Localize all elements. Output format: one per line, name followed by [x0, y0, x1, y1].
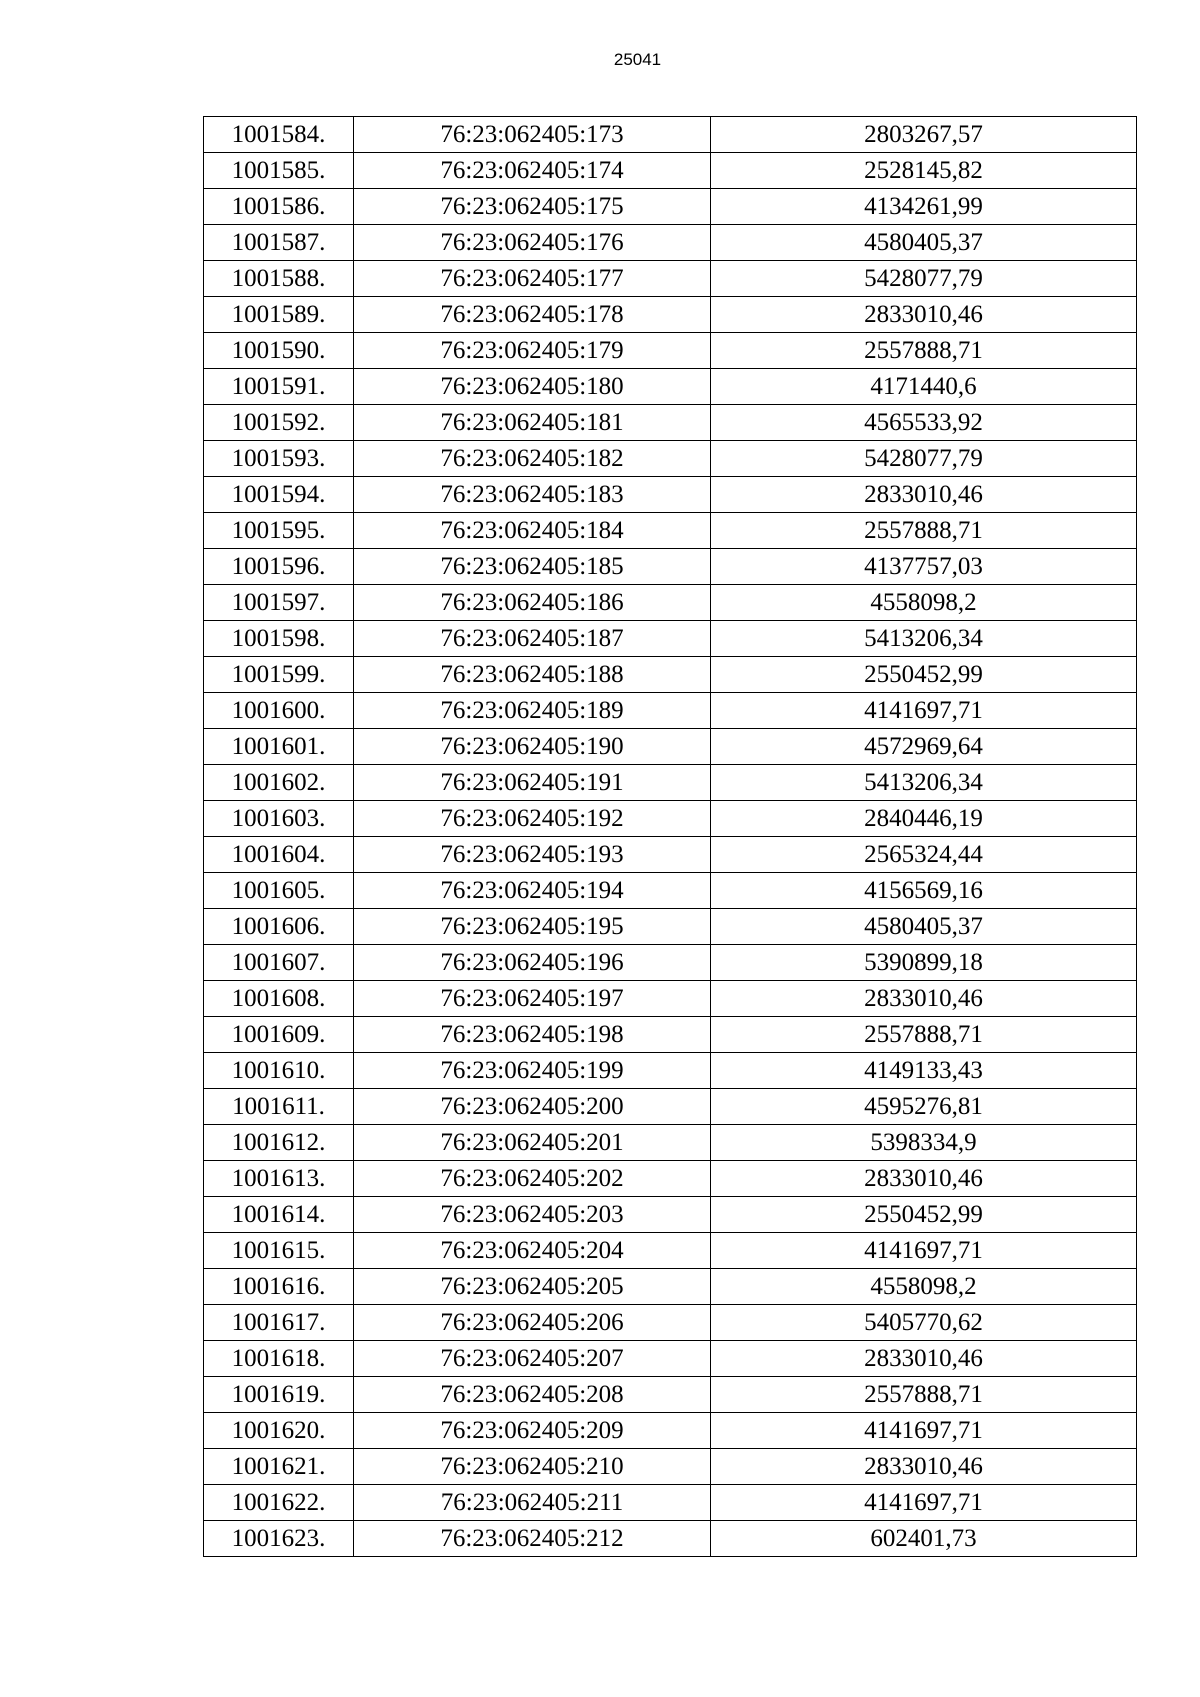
cadastral-number-cell: 76:23:062405:205 — [354, 1269, 711, 1305]
cadastral-value-cell: 4558098,2 — [711, 1269, 1137, 1305]
row-number-cell: 1001588. — [204, 261, 354, 297]
row-number-cell: 1001610. — [204, 1053, 354, 1089]
page-number: 25041 — [613, 50, 662, 69]
row-number-cell: 1001609. — [204, 1017, 354, 1053]
cadastral-number-cell: 76:23:062405:175 — [354, 189, 711, 225]
row-number-cell: 1001591. — [204, 369, 354, 405]
cadastral-number-cell: 76:23:062405:212 — [354, 1521, 711, 1557]
row-number-cell: 1001589. — [204, 297, 354, 333]
table-row — [204, 1197, 1137, 1233]
table-row — [204, 945, 1137, 981]
cadastral-number-cell: 76:23:062405:194 — [354, 873, 711, 909]
cadastral-number-cell: 76:23:062405:206 — [354, 1305, 711, 1341]
table-row — [204, 729, 1137, 765]
cadastral-number-cell: 76:23:062405:185 — [354, 549, 711, 585]
row-number-cell: 1001623. — [204, 1521, 354, 1557]
row-number-cell: 1001606. — [204, 909, 354, 945]
cadastral-value-cell: 5428077,79 — [711, 441, 1137, 477]
cadastral-value-cell: 2557888,71 — [711, 513, 1137, 549]
cadastral-number-cell: 76:23:062405:208 — [354, 1377, 711, 1413]
cadastral-value-table — [203, 116, 1137, 1557]
cadastral-value-cell: 4141697,71 — [711, 1233, 1137, 1269]
cadastral-value-cell: 4141697,71 — [711, 1413, 1137, 1449]
cadastral-number-cell: 76:23:062405:198 — [354, 1017, 711, 1053]
row-number-cell: 1001602. — [204, 765, 354, 801]
cadastral-number-cell: 76:23:062405:186 — [354, 585, 711, 621]
cadastral-number-cell: 76:23:062405:211 — [354, 1485, 711, 1521]
table-row — [204, 1125, 1137, 1161]
table-row — [204, 585, 1137, 621]
row-number-cell: 1001601. — [204, 729, 354, 765]
table-row — [204, 117, 1137, 153]
cadastral-value-cell: 4580405,37 — [711, 909, 1137, 945]
cadastral-value-cell: 5413206,34 — [711, 765, 1137, 801]
cadastral-value-cell: 5405770,62 — [711, 1305, 1137, 1341]
cadastral-number-cell: 76:23:062405:192 — [354, 801, 711, 837]
cadastral-number-cell: 76:23:062405:193 — [354, 837, 711, 873]
cadastral-value-cell: 5398334,9 — [711, 1125, 1137, 1161]
cadastral-number-cell: 76:23:062405:202 — [354, 1161, 711, 1197]
table-row — [204, 297, 1137, 333]
row-number-cell: 1001611. — [204, 1089, 354, 1125]
row-number-cell: 1001612. — [204, 1125, 354, 1161]
cadastral-number-cell: 76:23:062405:176 — [354, 225, 711, 261]
cadastral-value-cell: 2840446,19 — [711, 801, 1137, 837]
cadastral-number-cell: 76:23:062405:201 — [354, 1125, 711, 1161]
cadastral-number-cell: 76:23:062405:200 — [354, 1089, 711, 1125]
cadastral-number-cell: 76:23:062405:207 — [354, 1341, 711, 1377]
row-number-cell: 1001592. — [204, 405, 354, 441]
cadastral-value-cell: 602401,73 — [711, 1521, 1137, 1557]
cadastral-number-cell: 76:23:062405:188 — [354, 657, 711, 693]
table-row — [204, 153, 1137, 189]
cadastral-value-cell: 2833010,46 — [711, 981, 1137, 1017]
table-row — [204, 333, 1137, 369]
table-row — [204, 693, 1137, 729]
table-row — [204, 1341, 1137, 1377]
table-row — [204, 513, 1137, 549]
cadastral-value-cell: 4134261,99 — [711, 189, 1137, 225]
table-row — [204, 1449, 1137, 1485]
table-row — [204, 405, 1137, 441]
cadastral-value-cell: 2557888,71 — [711, 333, 1137, 369]
row-number-cell: 1001596. — [204, 549, 354, 585]
table-row — [204, 1089, 1137, 1125]
cadastral-value-cell: 2550452,99 — [711, 657, 1137, 693]
cadastral-number-cell: 76:23:062405:189 — [354, 693, 711, 729]
cadastral-value-cell: 4141697,71 — [711, 693, 1137, 729]
row-number-cell: 1001585. — [204, 153, 354, 189]
cadastral-value-cell: 2550452,99 — [711, 1197, 1137, 1233]
cadastral-value-cell: 4141697,71 — [711, 1485, 1137, 1521]
cadastral-value-cell: 2833010,46 — [711, 297, 1137, 333]
cadastral-number-cell: 76:23:062405:203 — [354, 1197, 711, 1233]
cadastral-number-cell: 76:23:062405:178 — [354, 297, 711, 333]
cadastral-number-cell: 76:23:062405:187 — [354, 621, 711, 657]
row-number-cell: 1001620. — [204, 1413, 354, 1449]
row-number-cell: 1001618. — [204, 1341, 354, 1377]
row-number-cell: 1001607. — [204, 945, 354, 981]
cadastral-value-cell: 4149133,43 — [711, 1053, 1137, 1089]
table-row — [204, 1521, 1137, 1557]
cadastral-value-cell: 4558098,2 — [711, 585, 1137, 621]
cadastral-number-cell: 76:23:062405:177 — [354, 261, 711, 297]
cadastral-number-cell: 76:23:062405:209 — [354, 1413, 711, 1449]
table-row — [204, 549, 1137, 585]
cadastral-number-cell: 76:23:062405:182 — [354, 441, 711, 477]
cadastral-value-cell: 5390899,18 — [711, 945, 1137, 981]
row-number-cell: 1001614. — [204, 1197, 354, 1233]
table-row — [204, 1269, 1137, 1305]
cadastral-number-cell: 76:23:062405:197 — [354, 981, 711, 1017]
cadastral-number-cell: 76:23:062405:180 — [354, 369, 711, 405]
cadastral-number-cell: 76:23:062405:210 — [354, 1449, 711, 1485]
table-row — [204, 765, 1137, 801]
cadastral-number-cell: 76:23:062405:183 — [354, 477, 711, 513]
table-row — [204, 1017, 1137, 1053]
cadastral-value-cell: 4156569,16 — [711, 873, 1137, 909]
table-row — [204, 1161, 1137, 1197]
table-row — [204, 657, 1137, 693]
row-number-cell: 1001605. — [204, 873, 354, 909]
cadastral-value-cell: 2803267,57 — [711, 117, 1137, 153]
table-row — [204, 369, 1137, 405]
row-number-cell: 1001594. — [204, 477, 354, 513]
cadastral-number-cell: 76:23:062405:173 — [354, 117, 711, 153]
row-number-cell: 1001615. — [204, 1233, 354, 1269]
row-number-cell: 1001613. — [204, 1161, 354, 1197]
cadastral-value-cell: 2565324,44 — [711, 837, 1137, 873]
table-row — [204, 873, 1137, 909]
table-row — [204, 225, 1137, 261]
table-row — [204, 1305, 1137, 1341]
cadastral-value-cell: 5428077,79 — [711, 261, 1137, 297]
cadastral-value-cell: 2557888,71 — [711, 1377, 1137, 1413]
cadastral-value-cell: 2557888,71 — [711, 1017, 1137, 1053]
row-number-cell: 1001600. — [204, 693, 354, 729]
row-number-cell: 1001603. — [204, 801, 354, 837]
cadastral-number-cell: 76:23:062405:184 — [354, 513, 711, 549]
row-number-cell: 1001604. — [204, 837, 354, 873]
cadastral-number-cell: 76:23:062405:199 — [354, 1053, 711, 1089]
table-row — [204, 189, 1137, 225]
cadastral-value-cell: 2833010,46 — [711, 1161, 1137, 1197]
table-row — [204, 837, 1137, 873]
table-row — [204, 621, 1137, 657]
cadastral-number-cell: 76:23:062405:190 — [354, 729, 711, 765]
table-row — [204, 1413, 1137, 1449]
row-number-cell: 1001616. — [204, 1269, 354, 1305]
cadastral-value-cell: 2528145,82 — [711, 153, 1137, 189]
cadastral-value-cell: 4595276,81 — [711, 1089, 1137, 1125]
table-row — [204, 441, 1137, 477]
row-number-cell: 1001597. — [204, 585, 354, 621]
cadastral-number-cell: 76:23:062405:195 — [354, 909, 711, 945]
cadastral-number-cell: 76:23:062405:174 — [354, 153, 711, 189]
cadastral-value-cell: 2833010,46 — [711, 1341, 1137, 1377]
cadastral-value-cell: 4580405,37 — [711, 225, 1137, 261]
cadastral-number-cell: 76:23:062405:204 — [354, 1233, 711, 1269]
row-number-cell: 1001619. — [204, 1377, 354, 1413]
table-row — [204, 981, 1137, 1017]
row-number-cell: 1001590. — [204, 333, 354, 369]
table-body — [204, 117, 1137, 1557]
cadastral-number-cell: 76:23:062405:179 — [354, 333, 711, 369]
cadastral-value-cell: 4565533,92 — [711, 405, 1137, 441]
cadastral-number-cell: 76:23:062405:181 — [354, 405, 711, 441]
cadastral-value-cell: 2833010,46 — [711, 1449, 1137, 1485]
row-number-cell: 1001598. — [204, 621, 354, 657]
table-row — [204, 477, 1137, 513]
row-number-cell: 1001584. — [204, 117, 354, 153]
cadastral-number-cell: 76:23:062405:196 — [354, 945, 711, 981]
table-row — [204, 1485, 1137, 1521]
row-number-cell: 1001595. — [204, 513, 354, 549]
row-number-cell: 1001621. — [204, 1449, 354, 1485]
row-number-cell: 1001586. — [204, 189, 354, 225]
table-row — [204, 909, 1137, 945]
cadastral-number-cell: 76:23:062405:191 — [354, 765, 711, 801]
table-row — [204, 261, 1137, 297]
table-row — [204, 1053, 1137, 1089]
table-row — [204, 1377, 1137, 1413]
row-number-cell: 1001599. — [204, 657, 354, 693]
row-number-cell: 1001617. — [204, 1305, 354, 1341]
row-number-cell: 1001587. — [204, 225, 354, 261]
table-row — [204, 801, 1137, 837]
cadastral-value-cell: 5413206,34 — [711, 621, 1137, 657]
table-row — [204, 1233, 1137, 1269]
row-number-cell: 1001593. — [204, 441, 354, 477]
cadastral-value-cell: 4171440,6 — [711, 369, 1137, 405]
row-number-cell: 1001608. — [204, 981, 354, 1017]
cadastral-value-cell: 2833010,46 — [711, 477, 1137, 513]
row-number-cell: 1001622. — [204, 1485, 354, 1521]
cadastral-value-cell: 4572969,64 — [711, 729, 1137, 765]
cadastral-value-cell: 4137757,03 — [711, 549, 1137, 585]
